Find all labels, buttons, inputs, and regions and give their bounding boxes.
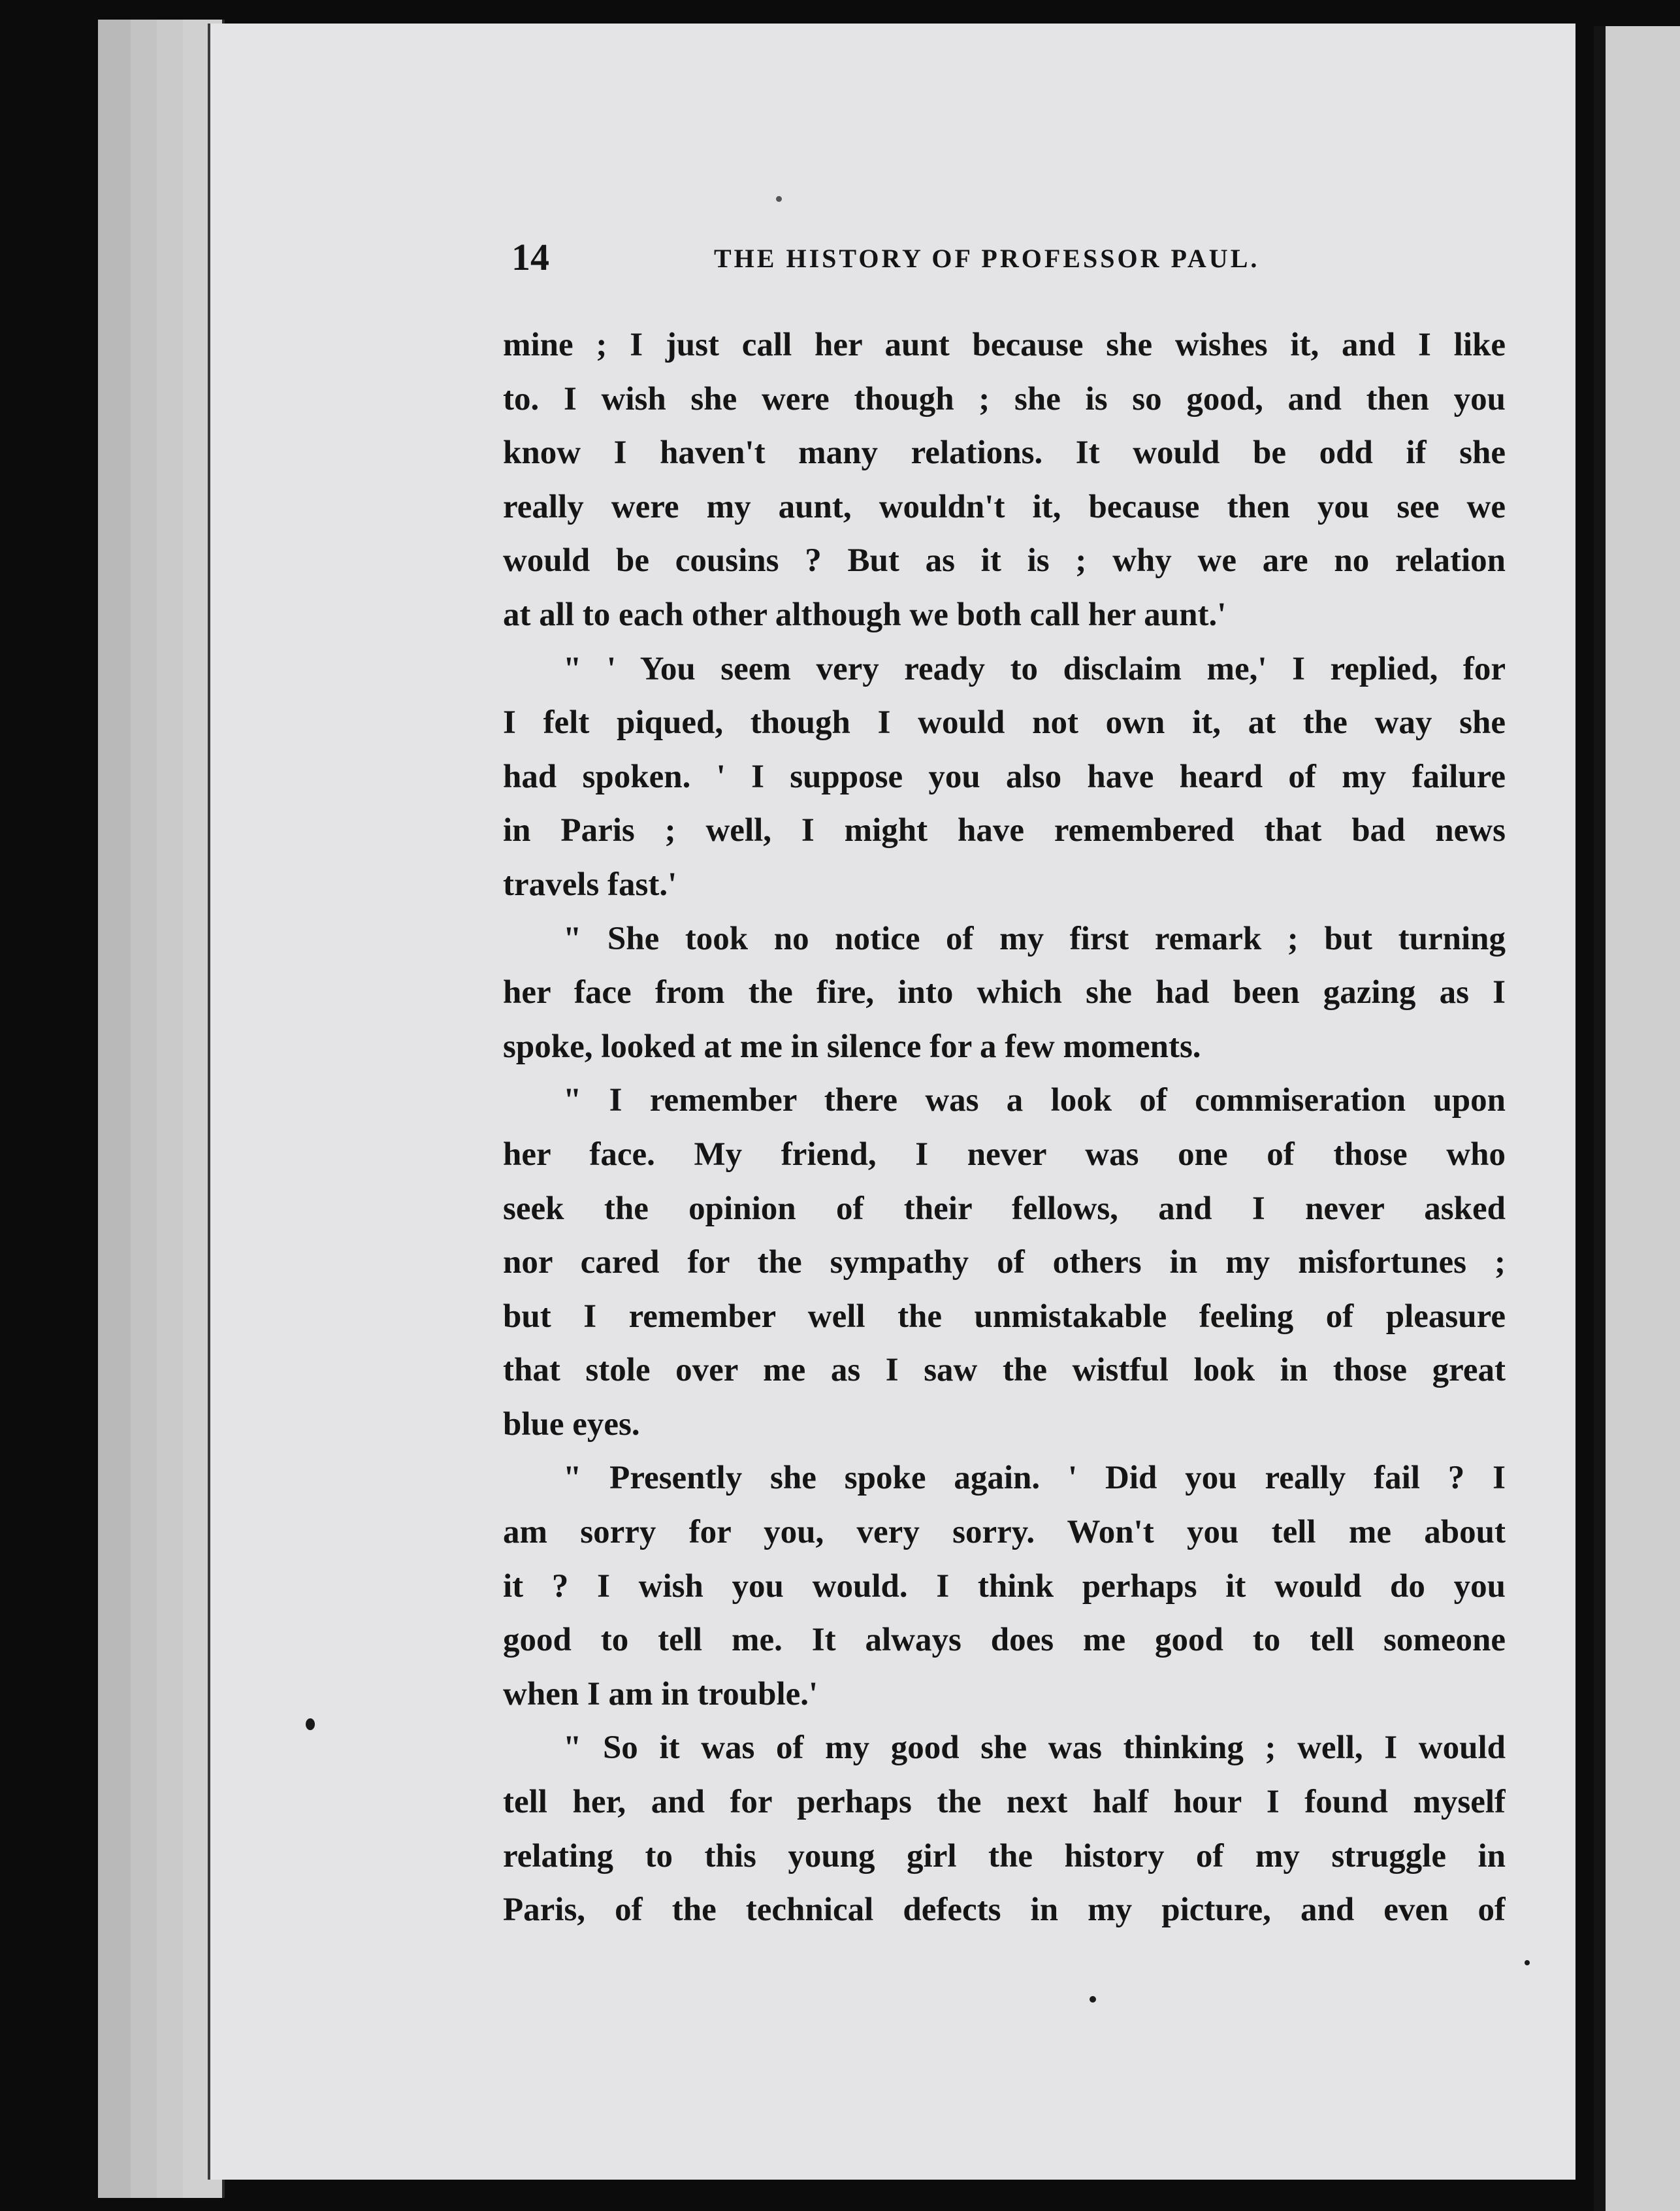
body-text	[503, 318, 1506, 1937]
text-line: blue eyes.	[503, 1405, 640, 1443]
text-line: but I remember well the unmistakable feeling of pleasure	[503, 1298, 1506, 1335]
text-line: " Presently she spoke again. ' Did you really fail ? I	[563, 1460, 1506, 1497]
text-line: her face from the fire, into which she had been gazing as I	[503, 974, 1506, 1011]
text-line: to. I wish she were though ; she is so good, and then you	[503, 380, 1506, 418]
text-line: " So it was of my good she was thinking ; well, I would	[563, 1729, 1506, 1767]
text-line: relating to this young girl the history of my struggle in	[503, 1837, 1506, 1875]
text-line: know I haven't many relations. It would be odd if she	[503, 434, 1506, 472]
text-line: am sorry for you, very sorry. Won't you tell me about	[503, 1514, 1506, 1551]
facing-page-edge	[1594, 26, 1680, 2211]
text-line: tell her, and for perhaps the next half hour I found myself	[503, 1784, 1506, 1821]
text-line: nor cared for the sympathy of others in my misfortunes ;	[503, 1244, 1506, 1281]
text-line: in Paris ; well, I might have remembered that bad news	[503, 812, 1506, 849]
running-head: THE HISTORY OF PROFESSOR PAUL.	[714, 244, 1260, 273]
text-line: " I remember there was a look of commiseration upon	[563, 1082, 1506, 1119]
text-line: " She took no notice of my first remark ; but turning	[563, 920, 1506, 957]
scan-speck	[776, 196, 782, 202]
text-line: at all to each other although we both call her aunt.'	[503, 596, 1227, 633]
scan-speck	[1525, 1960, 1530, 1965]
text-line: travels fast.'	[503, 866, 677, 903]
page-header	[511, 235, 1504, 281]
text-line: would be cousins ? But as it is ; why we are no relation	[503, 542, 1506, 580]
page-number: 14	[511, 236, 549, 278]
text-line: spoke, looked at me in silence for a few moments.	[503, 1028, 1201, 1065]
text-line: " ' You seem very ready to disclaim me,' I replied, for	[563, 650, 1506, 687]
text-line: that stole over me as I saw the wistful look in those great	[503, 1352, 1506, 1389]
scan-speck	[306, 1718, 315, 1730]
text-line: good to tell me. It always does me good to tell someone	[503, 1622, 1506, 1659]
text-line: mine ; I just call her aunt because she wishes it, and I like	[503, 327, 1506, 363]
text-line: I felt piqued, though I would not own it, at the way she	[503, 704, 1506, 742]
text-line: it ? I wish you would. I think perhaps it would do you	[503, 1567, 1506, 1605]
text-line: really were my aunt, wouldn't it, because then you see we	[503, 488, 1506, 525]
text-line: her face. My friend, I never was one of those who	[503, 1136, 1506, 1173]
text-line: when I am in trouble.'	[503, 1675, 818, 1712]
scan-speck	[1090, 1996, 1096, 2003]
text-line: Paris, of the technical defects in my picture, and even of	[503, 1892, 1506, 1929]
text-line: seek the opinion of their fellows, and I never asked	[503, 1190, 1506, 1227]
text-line: had spoken. ' I suppose you also have heard of my failure	[503, 758, 1506, 795]
